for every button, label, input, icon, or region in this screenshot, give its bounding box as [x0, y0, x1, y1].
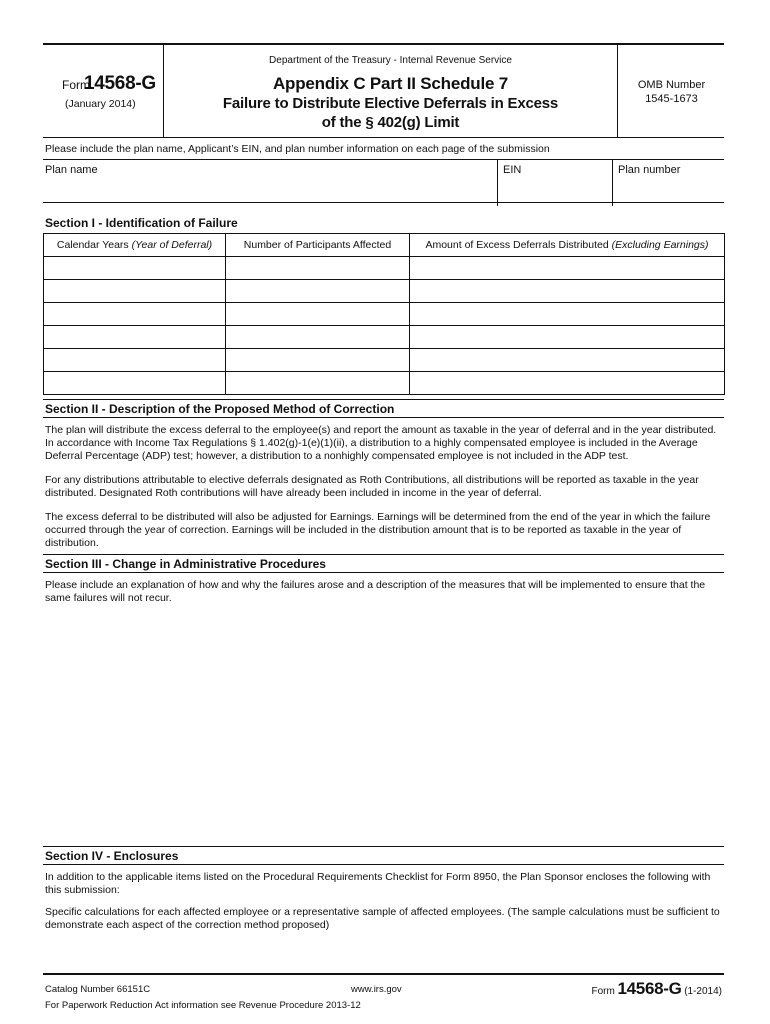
section-2-paragraph-1: The plan will distribute the excess deferral to the employee(s) and report the amount as taxable in the year of deferral and in the year distributed. In accordance with Income Tax Regulations § 1.402(g)-1(e)(1)(ii), a distribution to a highly compensated employee is included in the Average Deferral Percentage (ADP) test; however, a distribution to a nonhighly compensated employee is not included in the ADP test. [45, 424, 717, 462]
table-row [44, 349, 725, 372]
footer-form-label: Form [591, 986, 615, 997]
failure-table [43, 233, 725, 395]
omb-number: 1545-1673 [645, 93, 698, 105]
form-date: (January 2014) [65, 98, 136, 110]
year-cell[interactable] [44, 349, 226, 372]
section-2-title: Section II - Description of the Proposed Method of Correction [43, 399, 724, 418]
year-cell[interactable] [44, 372, 226, 395]
footer-form-number: 14568-G [617, 979, 682, 998]
footer-form-id [592, 979, 723, 999]
table-row [44, 257, 725, 280]
participants-cell[interactable] [226, 326, 410, 349]
col-excess-amount: Amount of Excess Deferrals Distributed (Excluding Earnings) [410, 234, 725, 257]
year-cell[interactable] [44, 303, 226, 326]
participants-cell[interactable] [226, 257, 410, 280]
section-2-paragraph-2: For any distributions attributable to elective deferrals designated as Roth Contributions, all distributions will be reported as taxable in the year distributed. Designated Roth contributions will have already been included in income in the year of deferral. [45, 474, 699, 499]
ein-label: EIN [503, 164, 522, 176]
form-page [43, 43, 724, 932]
participants-cell[interactable] [226, 303, 410, 326]
form-label: Form [62, 78, 90, 92]
form-footer [43, 973, 724, 1011]
form-id-box [43, 45, 164, 137]
footer-revision: (1-2014) [684, 986, 722, 997]
participants-cell[interactable] [226, 372, 410, 395]
department: Department of the Treasury - Internal Revenue Service [269, 55, 512, 66]
section-4-title: Section IV - Enclosures [43, 846, 724, 865]
section-4-paragraph-1: In addition to the applicable items listed on the Procedural Requirements Checklist for Form 8950, the Plan Sponsor encloses the following with this submission: [45, 871, 711, 896]
amount-cell[interactable] [410, 303, 725, 326]
catalog-number: Catalog Number 66151C [45, 984, 151, 995]
section-4-paragraph-2: Specific calculations for each affected employee or a representative sample of affected employees. (The sample calculations must be sufficient to demonstrate each aspect of the correction method proposed) [45, 906, 720, 931]
table-row [44, 280, 725, 303]
omb-label: OMB Number [637, 79, 706, 91]
identification-row [43, 159, 724, 203]
paperwork-notice: For Paperwork Reduction Act information see Revenue Procedure 2013-12 [45, 1000, 361, 1011]
section-1-title: Section I - Identification of Failure [45, 216, 238, 230]
subtitle-line-2: of the § 402(g) Limit [321, 114, 460, 131]
irs-website-link[interactable]: www.irs.gov [351, 984, 402, 995]
form-title: Appendix C Part II Schedule 7 [272, 74, 509, 93]
section-3-response-area[interactable] [43, 605, 724, 846]
form-subtitle [164, 94, 617, 132]
amount-cell[interactable] [410, 326, 725, 349]
title-box [164, 45, 617, 137]
section-2-paragraph-3: The excess deferral to be distributed will also be adjusted for Earnings. Earnings will be determined from the end of the year in which the failure occurred through the year of correction. Earnings will be included in the distribution amount that is to be reported as taxable in the year of distribution. [45, 511, 711, 549]
col-participants-affected: Number of Participants Affected [226, 234, 410, 257]
table-row [44, 372, 725, 395]
table-row [44, 303, 725, 326]
year-cell[interactable] [44, 257, 226, 280]
subtitle-line-1: Failure to Distribute Elective Deferrals in Excess [222, 95, 559, 112]
participants-cell[interactable] [226, 280, 410, 303]
year-cell[interactable] [44, 280, 226, 303]
amount-cell[interactable] [410, 280, 725, 303]
amount-cell[interactable] [410, 349, 725, 372]
participants-cell[interactable] [226, 349, 410, 372]
section-3-title: Section III - Change in Administrative Procedures [43, 554, 724, 573]
amount-cell[interactable] [410, 257, 725, 280]
omb-box [617, 45, 725, 137]
plan-number-label: Plan number [618, 164, 681, 176]
ein-field[interactable] [497, 160, 613, 206]
year-cell[interactable] [44, 326, 226, 349]
plan-name-field[interactable] [45, 164, 98, 176]
amount-cell[interactable] [410, 372, 725, 395]
form-number: 14568-G [84, 73, 156, 94]
plan-number-field[interactable] [612, 160, 724, 206]
section-3-paragraph: Please include an explanation of how and why the failures arose and a description of the measures that will be implemented to ensure that the same failures will not recur. [45, 579, 706, 604]
instructions: Please include the plan name, Applicant’s EIN, and plan number information on each page of the submission [43, 137, 724, 159]
table-row [44, 326, 725, 349]
plan-name-label: Plan name [45, 164, 98, 176]
form-header [43, 43, 724, 137]
col-calendar-years: Calendar Years (Year of Deferral) [44, 234, 226, 257]
table-header-row [44, 234, 725, 257]
